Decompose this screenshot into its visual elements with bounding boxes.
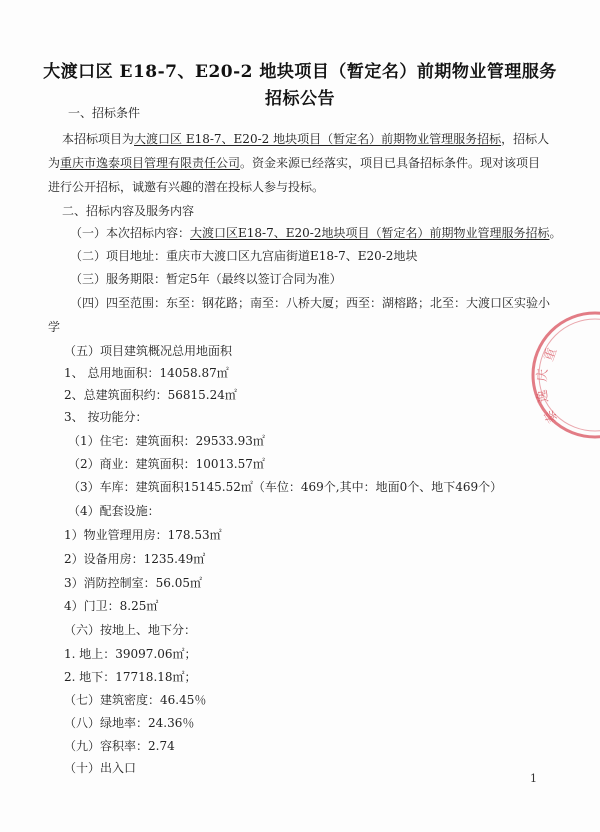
tender-content: 大渡口区E18-7、E20-2地块项目（暂定名）前期物业管理服务招标 <box>190 226 550 240</box>
equipment-room-area: 2）设备用房：1235.49㎡ <box>64 552 206 566</box>
commercial-area: （2）商业：建筑面积：10013.57㎡ <box>68 457 265 471</box>
text: 本招标项目为 <box>62 132 135 146</box>
page-number: 1 <box>530 772 537 785</box>
section1-heading: 一、招标条件 <box>68 106 141 120</box>
fire-control-room-area: 3）消防控制室：56.05㎡ <box>64 576 202 590</box>
tenderer-name: 重庆市逸泰项目管理有限责任公司 <box>60 156 241 170</box>
item-4-line2: 学 <box>48 320 61 334</box>
item-7: （七）建筑密度：46.45％ <box>64 693 207 707</box>
text: 为 <box>48 156 61 170</box>
svg-text:庆: 庆 <box>535 368 552 383</box>
total-land-area: 1、 总用地面积：14058.87㎡ <box>64 366 229 380</box>
item-10: （十）出入口 <box>64 761 137 775</box>
text: 。 <box>549 226 562 240</box>
section2-heading: 二、招标内容及服务内容 <box>62 204 195 218</box>
text: ，招标人 <box>501 132 550 146</box>
text: （一）本次招标内容： <box>70 226 191 240</box>
section1-paragraph-line1 <box>62 130 549 147</box>
facilities-heading: （4）配套设施： <box>68 504 160 518</box>
item-2: （二）项目地址：重庆市大渡口区九宫庙街道E18-7、E20-2地块 <box>70 249 418 263</box>
project-name: 大渡口区 E18-7、E20-2 地块项目（暂定名）前期物业管理服务招标 <box>134 132 502 146</box>
above-ground-area: 1. 地上：39097.06㎡； <box>64 647 197 661</box>
item-9: （九）容积率：2.74 <box>64 739 175 753</box>
svg-text:重: 重 <box>541 346 561 364</box>
svg-text:逸: 逸 <box>534 388 552 404</box>
svg-text:泰: 泰 <box>541 406 562 426</box>
below-ground-area: 2. 地下：17718.18㎡； <box>64 670 197 684</box>
residential-area: （1）住宅：建筑面积：29533.93㎡ <box>68 434 265 448</box>
garage-area: （3）车库：建筑面积15145.52㎡（车位：469个,其中：地面0个、地下469个） <box>68 480 503 494</box>
item-8: （八）绿地率：24.36％ <box>64 716 195 730</box>
item-6: （六）按地上、地下分： <box>64 623 197 637</box>
item-1 <box>70 224 561 241</box>
item-3: （三）服务期限：暂定5年（最终以签订合同为准） <box>70 272 342 286</box>
property-office-area: 1）物业管理用房：178.53㎡ <box>64 528 222 542</box>
text: 。资金来源已经落实，项目已具备招标条件。现对该项目 <box>240 156 541 170</box>
item-4-line1: （四）四至范围：东至：钢花路；南至：八桥大厦；西至：湖榕路；北至：大渡口区实验小 <box>70 296 551 310</box>
section1-paragraph-line3: 进行公开招标，诚邀有兴趣的潜在投标人参与投标。 <box>48 180 325 194</box>
company-seal-icon <box>520 300 600 450</box>
item-5: （五）项目建筑概况总用地面积 <box>64 344 233 358</box>
guard-room-area: 4）门卫：8.25㎡ <box>64 599 159 613</box>
section1-paragraph-line2 <box>48 154 540 171</box>
document-subtitle: 招标公告 <box>265 89 335 109</box>
document-title: 大渡口区 E18-7、E20-2 地块项目（暂定名）前期物业管理服务 <box>43 62 557 82</box>
by-function-heading: 3、 按功能分： <box>64 410 148 424</box>
total-building-area: 2、总建筑面积约：56815.24㎡ <box>64 388 237 402</box>
